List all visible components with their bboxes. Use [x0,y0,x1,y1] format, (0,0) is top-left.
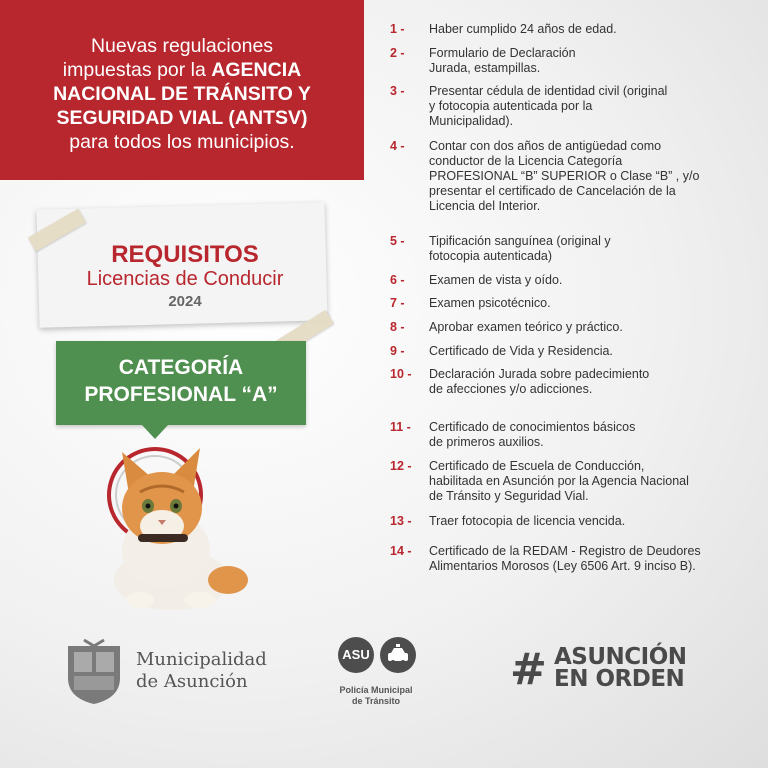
police-line-1: Policía Municipal [339,685,413,695]
header-line-2 [0,58,364,82]
item-text: Aprobar examen teórico y práctico. [429,320,623,334]
item-number: 11 - [390,420,411,434]
item-number: 14 - [390,544,412,558]
coat-of-arms-icon [64,638,124,706]
header-line-3-bold: NACIONAL DE TRÁNSITO Y [53,83,311,105]
hashtag-line-2: EN ORDEN [554,666,685,692]
category-line-1: CATEGORÍA [118,356,244,379]
header-line-2-bold: AGENCIA [211,59,302,81]
item-text: Certificado de conocimientos básicos de primeros auxilios. [429,420,636,449]
item-number: 8 - [390,320,405,334]
hashtag-line-1: ASUNCIÓN [554,644,687,670]
item-text: Certificado de Vida y Residencia. [429,344,613,358]
hashtag-symbol: # [510,644,547,695]
header-line-2-normal: impuestas por la [62,59,212,81]
item-number: 5 - [390,234,405,248]
category-banner-pointer [142,425,168,439]
item-text: Traer fotocopia de licencia vencida. [429,514,626,528]
item-text: Declaración Jurada sobre padecimiento de afecciones y/o adicciones. [429,367,650,396]
item-number: 9 - [390,344,405,358]
item-text: Examen de vista y oído. [429,273,563,287]
muni-line-2: de Asunción [136,671,248,692]
requisitos-year: 2024 [168,293,202,310]
item-text: Examen psicotécnico. [429,296,551,310]
header-line-4 [0,106,364,130]
header-banner [0,0,364,180]
police-car-glyph [380,637,416,673]
item-number: 2 - [390,46,405,60]
item-number: 1 - [390,22,405,36]
header-line-1: Nuevas regulaciones [90,35,274,57]
municipalidad-name [136,649,267,693]
item-text: Tipificación sanguínea (original y fotocopia autenticada) [429,234,611,263]
police-car-icon [380,637,416,673]
item-number: 7 - [390,296,405,310]
item-number: 6 - [390,273,405,287]
item-number: 13 - [390,514,412,528]
police-label [322,685,430,707]
item-text: Certificado de la REDAM - Registro de Deudores Alimentarios Morosos (Ley 6506 Art. 9 inciso B). [429,544,701,573]
requisitos-title: REQUISITOS [111,241,259,268]
header-line-5: para todos los municipios. [69,131,295,153]
item-text: Haber cumplido 24 años de edad. [429,22,617,36]
item-number: 4 - [390,139,405,153]
muni-line-1: Municipalidad [136,649,267,670]
kitten-photo [100,440,260,615]
header-line-3 [0,82,364,106]
header-line-4-bold: SEGURIDAD VIAL (ANTSV) [56,107,308,129]
item-number: 12 - [390,459,412,473]
item-text: Certificado de Escuela de Conducción, habilitada en Asunción por la Agencia Nacional de Tránsito y Seguridad Vial. [429,459,689,503]
item-text: Contar con dos años de antigüedad como conductor de la Licencia Categoría PROFESIONAL “B” SUPERIOR o Clase “B” , y/o presentar el certificado de Cancelación de la Licencia del Interior. [429,139,700,213]
requisitos-subtitle: Licencias de Conducir [86,268,284,290]
category-line-2: PROFESIONAL “A” [84,383,278,406]
category-banner [56,341,306,425]
item-text: Formulario de Declaración Jurada, estampillas. [429,46,576,75]
item-number: 10 - [390,367,412,381]
police-line-2: de Tránsito [351,696,400,706]
item-text: Presentar cédula de identidad civil (original y fotocopia autenticada por la Municipalidad). [429,84,668,128]
kitten-icon [100,440,260,615]
item-number: 3 - [390,84,405,98]
police-badge: ASU [338,637,374,673]
